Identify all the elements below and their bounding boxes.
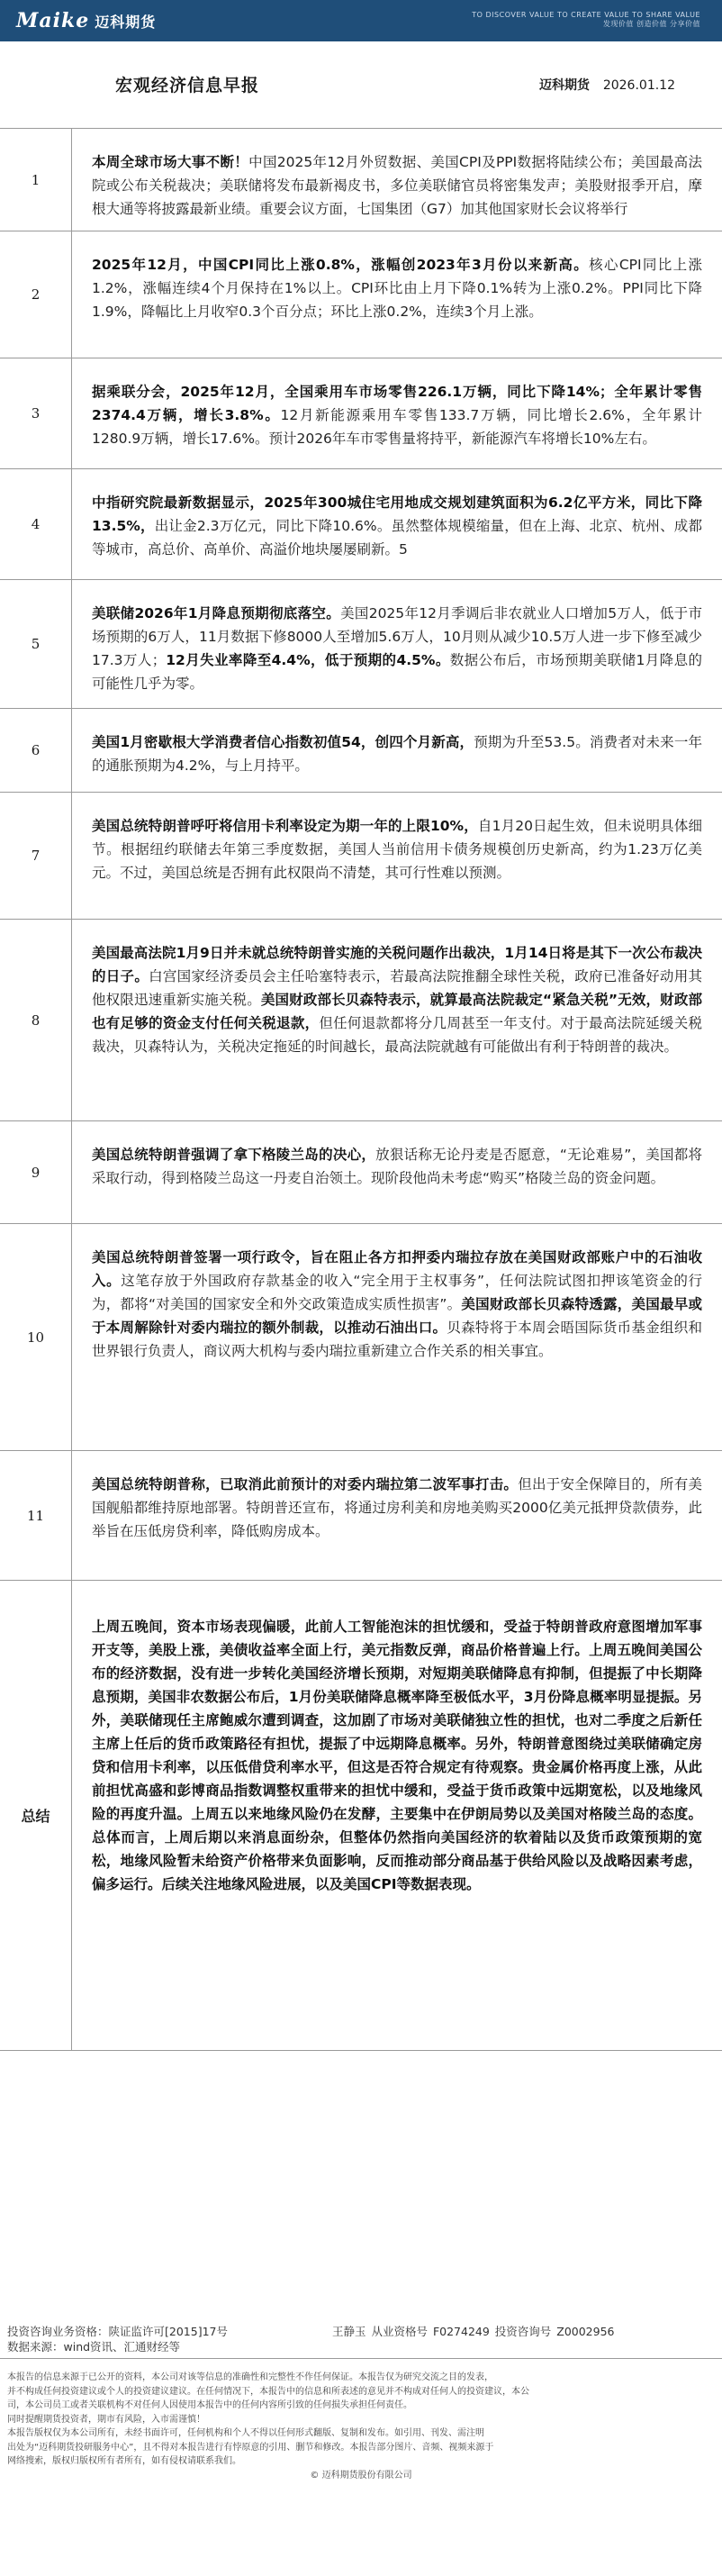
row-content bbox=[72, 1451, 722, 1580]
news-table bbox=[0, 128, 722, 2051]
row-content bbox=[72, 231, 722, 358]
row-content bbox=[72, 580, 722, 708]
news-row-9 bbox=[0, 1121, 722, 1224]
body-text: 出让金2.3万亿元，同比下降10.6%。虽然整体规模缩量，但在上海、北京、杭州、成都等城市，高总价、高单价、高溢价地块屡屡刷新。5 bbox=[92, 518, 702, 558]
highlight-text: 据乘联分会，2025年12月，全国乘用车市场零售226.1万辆，同比下降14%；全年累计零售2374.4万辆，增长3.8%。 bbox=[92, 384, 702, 423]
row-index: 11 bbox=[0, 1451, 72, 1580]
disclaimer-line: 同时提醒期货投资者，期市有风险，入市需谨慎！ bbox=[7, 2414, 205, 2425]
logo-mark: Maike bbox=[16, 9, 90, 32]
disclaimer-line: 出处为“迈科期货投研服务中心”，且不得对本报告进行有悖原意的引用、删节和修改。本报告部分图片、音频、视频来源于 bbox=[7, 2442, 494, 2453]
highlight-text: 美联储2026年1月降息预期彻底落空。 bbox=[92, 605, 341, 621]
row-index: 5 bbox=[0, 580, 72, 708]
qualification-text: 投资咨询业务资格：陕证监许可[2015]17号 bbox=[7, 2325, 228, 2338]
body-text: 12月新能源乘用车零售133.7万辆，同比增长2.6%，全年累计1280.9万辆，增长17.6%。预计2026年车市零售量将持平，新能源汽车将增长10%左右。 bbox=[92, 407, 702, 447]
highlight-text: 美国总统特朗普呼吁将信用卡利率设定为期一年的上限10%， bbox=[92, 818, 478, 834]
row-index: 10 bbox=[0, 1224, 72, 1450]
row-content bbox=[72, 358, 722, 468]
row-content bbox=[72, 920, 722, 1120]
report-publisher: 迈科期货 bbox=[538, 78, 590, 93]
row-index: 3 bbox=[0, 358, 72, 468]
report-title: 宏观经济信息早报 bbox=[115, 76, 260, 95]
row-content bbox=[72, 129, 722, 231]
row-index: 8 bbox=[0, 920, 72, 1120]
row-index: 1 bbox=[0, 129, 72, 231]
news-row-2 bbox=[0, 231, 722, 358]
body-text: 贝森特将于本周会晤国际货币基金组织和世界银行负责人，商议两大机构与委内瑞拉重新建立合作关系的相关事宜。 bbox=[92, 1320, 702, 1359]
company-logo bbox=[16, 9, 156, 32]
news-row-5 bbox=[0, 580, 722, 709]
highlight-text: 美国总统特朗普强调了拿下格陵兰岛的决心， bbox=[92, 1147, 376, 1163]
report-title-bar bbox=[0, 58, 722, 106]
row-content bbox=[72, 469, 722, 579]
body-text: 中国2025年12月外贸数据、美国CPI及PPI数据将陆续公布；美国最高法院或公布关税裁决；美联储将发布最新褐皮书，多位美联储官员将密集发声；美股财报季开启，摩根大通等将披露最新业绩。重要会议方面，七国集团（G7）加其他国家财长会议将举行 bbox=[92, 154, 702, 217]
data-source-text: 数据来源：wind资讯、汇通财经等 bbox=[7, 2340, 181, 2354]
highlight-text: 美国财政部长贝森特表示，就算最高法院裁定“紧急关税”无效，财政部也有足够的资金支付任何关税退款， bbox=[92, 992, 702, 1031]
highlight-text: 美国总统特朗普称，已取消此前预计的对委内瑞拉第二波军事打击。 bbox=[92, 1476, 519, 1492]
row-index: 9 bbox=[0, 1121, 72, 1223]
disclaimer-line: 本报告版权仅为本公司所有，未经书面许可，任何机构和个人不得以任何形式翻版、复制和发布。如引用、刊发、需注明 bbox=[7, 2428, 484, 2438]
body-text: 预期为升至53.5。消费者对未来一年的通胀预期为4.2%，与上月持平。 bbox=[92, 734, 703, 774]
logo-chinese-name: 迈科期货 bbox=[95, 13, 157, 31]
news-row-1 bbox=[0, 129, 722, 231]
body-text: 但任何退款都将分几周甚至一年支付。对于最高法院延缓关税裁决，贝森特认为，关税决定拖延的时间越长，最高法院就越有可能做出有利于特朗普的裁决。 bbox=[92, 1015, 702, 1055]
highlight-text: 2025年12月，中国CPI同比上涨0.8%，涨幅创2023年3月份以来新高。 bbox=[92, 257, 590, 273]
footer-divider bbox=[0, 2358, 722, 2359]
disclaimer-line: 本报告的信息来源于已公开的资料，本公司对该等信息的准确性和完整性不作任何保证。本报告仅为研究交流之目的发表， bbox=[7, 2372, 493, 2382]
analyst-info: 王静玉 从业资格号 F0274249 投资咨询号 Z0002956 bbox=[332, 2325, 615, 2338]
news-row-3 bbox=[0, 358, 722, 469]
body-text: 放狠话称无论丹麦是否愿意，“无论难易”，美国都将采取行动，得到格陵兰岛这一丹麦自治领土。现阶段他尚未考虑“购买”格陵兰岛的资金问题。 bbox=[92, 1147, 702, 1186]
disclaimer-line: 网络搜索，版权归版权所有者所有，如有侵权请联系我们。 bbox=[7, 2456, 241, 2466]
summary-text: 上周五晚间，资本市场表现偏暖，此前人工智能泡沫的担忧缓和，受益于特朗普政府意图增加军事开支等，美股上涨，美债收益率全面上行，美元指数反弹，商品价格普遍上行。上周五晚间美国公布的经济数据，没有进一步转化美国经济增长预期，对短期美联储降息有抑制，但提振了中长期降息预期，美国非农数据公布后，1月份美联储降息概率降至极低水平，3月份降息概率明显提振。另外，美联储现任主席鲍威尔遭到调查，这加剧了市场对美联储独立性的担忧，也对二季度之后新任主席上任后的货币政策路径有担忧，提振了中远期降息概率。另外，特朗普意图绕过美联储确定房贷和信用卡利率，以压低借贷利率水平，但这是否符合规定有待观察。贵金属价格再度上涨，从此前担忧高盛和彭博商品指数调整权重带来的担忧中缓和，受益于货币政策中远期宽松，以及地缘风险的再度升温。上周五以来地缘风险仍在发酵，主要集中在伊朗局势以及美国对格陵兰岛的态度。总体而言，上周后期以来消息面纷杂，但整体仍然指向美国经济的软着陆以及货币政策预期的宽松，地缘风险暂未给资产价格带来负面影响，反而推动部分商品基于供给风险以及战略因素考虑，偏多运行。后续关注地缘风险进展，以及美国CPI等数据表现。 bbox=[92, 1619, 702, 1892]
footer-credentials bbox=[0, 2320, 722, 2360]
body-text: 数据公布后，市场预期美联储1月降息的可能性几乎为零。 bbox=[92, 652, 702, 692]
disclaimer-line: 并不构成任何投资建议或个人的投资建议建议。在任何情况下，本报告中的信息和所表述的意见并不构成对任何人的投资建议，本公 bbox=[7, 2386, 529, 2397]
row-content bbox=[72, 1121, 722, 1223]
row-index: 4 bbox=[0, 469, 72, 579]
highlight-text: 中指研究院最新数据显示，2025年300城住宅用地成交规划建筑面积为6.2亿平方米，同比下降13.5%， bbox=[92, 494, 702, 534]
summary-row bbox=[0, 1581, 722, 2051]
disclaimer bbox=[7, 2371, 715, 2482]
row-content bbox=[72, 793, 722, 919]
copyright: © 迈科期货股份有限公司 bbox=[310, 2470, 412, 2481]
body-text: 白宫国家经济委员会主任哈塞特表示，若最高法院推翻全球性关税，政府已准备好动用其他权限迅速重新实施关税。 bbox=[92, 968, 702, 1008]
report-date: 2026.01.12 bbox=[602, 78, 675, 93]
news-row-10 bbox=[0, 1224, 722, 1451]
highlight-text: 12月失业率降至4.4%，低于预期的4.5%。 bbox=[166, 652, 450, 668]
highlight-text: 本周全球市场大事不断！ bbox=[92, 154, 249, 170]
row-index: 6 bbox=[0, 709, 72, 792]
footer-left bbox=[7, 2324, 228, 2354]
row-content bbox=[72, 709, 722, 792]
summary-label: 总结 bbox=[0, 1581, 72, 2050]
news-row-11 bbox=[0, 1451, 722, 1581]
body-text: 这笔存放于外国政府存款基金的收入“完全用于主权事务”，任何法院试图扣押该笔资金的行为，都将“对美国的国家安全和外交政策造成实质性损害”。 bbox=[92, 1273, 702, 1312]
row-index: 2 bbox=[0, 231, 72, 358]
highlight-text: 美国1月密歇根大学消费者信心指数初值54，创四个月新高， bbox=[92, 734, 474, 750]
body-text: 自1月20日起生效，但未说明具体细节。根据纽约联储去年第三季度数据，美国人当前信用卡债务规模创历史新高，约为1.23万亿美元。不过，美国总统是否拥有此权限尚不清楚，其可行性难以预测。 bbox=[92, 818, 702, 881]
report-meta bbox=[539, 76, 675, 94]
slogan-chinese: 发现价值 创造价值 分享价值 bbox=[602, 20, 700, 28]
row-index: 7 bbox=[0, 793, 72, 919]
news-row-6 bbox=[0, 709, 722, 793]
body-text: 但出于安全保障目的，所有美国舰船都维持原地部署。特朗普还宣布，将通过房利美和房地美购买2000亿美元抵押贷款债券，此举旨在压低房贷利率，降低购房成本。 bbox=[92, 1476, 702, 1539]
highlight-text: 美国最高法院1月9日并未就总统特朗普实施的关税问题作出裁决，1月14日将是其下一次公布裁决的日子。 bbox=[92, 945, 702, 984]
row-content bbox=[72, 1224, 722, 1450]
news-row-8 bbox=[0, 920, 722, 1121]
news-row-4 bbox=[0, 469, 722, 580]
body-text: 美国2025年12月季调后非农就业人口增加5万人，低于市场预期的6万人，11月数据下修8000人至增加5.6万人，10月则从减少10.5万人进一步下修至减少17.3万人； bbox=[92, 605, 702, 668]
top-banner bbox=[0, 0, 722, 41]
highlight-text: 美国总统特朗普签署一项行政令，旨在阻止各方扣押委内瑞拉存放在美国财政部账户中的石油收入。 bbox=[92, 1249, 702, 1289]
slogan bbox=[358, 11, 700, 29]
news-row-7 bbox=[0, 793, 722, 920]
body-text: 核心CPI同比上涨1.2%，涨幅连续4个月保持在1%以上。CPI环比由上月下降0.1%转为上涨0.2%。PPI同比下降1.9%，降幅比上月收窄0.3个百分点；环比上涨0.2%，连续3个月上涨。 bbox=[92, 257, 702, 320]
disclaimer-line: 司，本公司员工或者关联机构不对任何人因使用本报告中的任何内容所引致的任何损失承担任何责任。 bbox=[7, 2400, 412, 2410]
slogan-english: TO DISCOVER VALUE TO CREATE VALUE TO SHARE VALUE bbox=[472, 11, 700, 19]
highlight-text: 美国财政部长贝森特透露，美国最早或于本周解除针对委内瑞拉的额外制裁，以推动石油出口。 bbox=[92, 1296, 702, 1336]
